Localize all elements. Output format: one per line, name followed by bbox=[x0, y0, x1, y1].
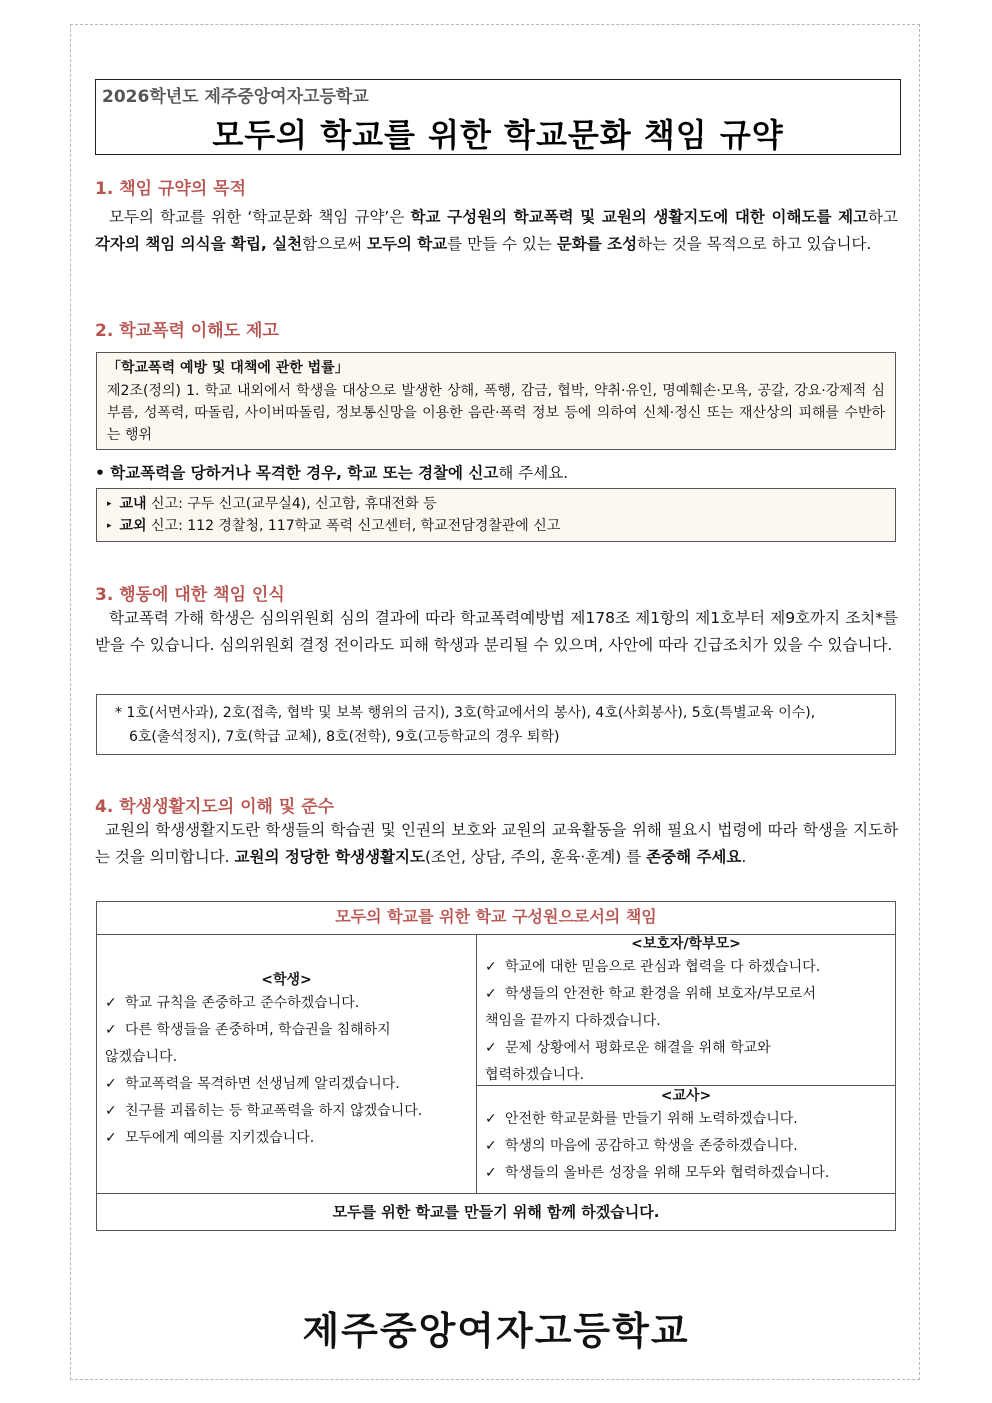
check-icon: ✓ bbox=[485, 1040, 497, 1056]
teacher-item: ✓ 학생들의 올바른 성장을 위해 모두와 협력하겠습니다. bbox=[485, 1160, 887, 1187]
check-icon: ✓ bbox=[105, 1022, 117, 1038]
check-icon: ✓ bbox=[485, 1111, 497, 1127]
parent-item: ✓ 문제 상황에서 평화로운 해결을 위해 학교와 bbox=[485, 1035, 887, 1062]
student-item: ✓ 친구를 괴롭히는 등 학교폭력을 하지 않겠습니다. bbox=[105, 1098, 468, 1125]
student-item: ✓ 다른 학생들을 존중하며, 학습권을 침해하지 bbox=[105, 1017, 468, 1044]
check-icon: ✓ bbox=[485, 986, 497, 1002]
responsibility-table-footer: 모두를 위한 학교를 만들기 위해 함께 하겠습니다. bbox=[97, 1193, 895, 1231]
law-text: 제2조(정의) 1. 학교 내외에서 학생을 대상으로 발생한 상해, 폭행, 감금, 협박, 약취·유인, 명예훼손·모욕, 공갈, 강요·강제적 심부름, 성폭력, 따돌림, 사이버따돌림, 정보통신망을 이용한 음란·폭력 정보 등에 의하여 신체·정신 또는 재산상의 피해를 수반하는 행위 bbox=[107, 383, 885, 443]
parent-column bbox=[477, 934, 895, 1086]
triangle-bullet-icon: ▸ bbox=[107, 499, 112, 509]
student-item: ✓ 모두에게 예의를 지키겠습니다. bbox=[105, 1125, 468, 1152]
measures-line-2: 6호(출석정지), 7호(학급 교체), 8호(전학), 9호(고등학교의 경우 퇴학) bbox=[129, 729, 560, 745]
parent-item: ✓ 학생들의 안전한 학교 환경을 위해 보호자/부모로서 bbox=[485, 981, 887, 1008]
parent-item-continued: 책임을 끝까지 다하겠습니다. bbox=[485, 1013, 661, 1029]
triangle-bullet-icon: ▸ bbox=[107, 521, 112, 531]
report-in-school: ▸ 교내 신고: 구두 신고(교무실4), 신고함, 휴대전화 등 bbox=[107, 496, 437, 512]
law-title: 「학교폭력 예방 및 대책에 관한 법률」 bbox=[107, 360, 349, 376]
student-item: ✓ 학교폭력을 목격하면 선생님께 알리겠습니다. bbox=[105, 1071, 468, 1098]
section-4-text: 교원의 학생생활지도란 학생들의 학습권 및 인권의 보호와 교원의 교육활동을 위해 필요시 법령에 따라 학생을 지도하는 것을 의미합니다. 교원의 정당한 학생생활지도(조언, 상담, 주의, 훈육·훈계) 를 존중해 주세요. bbox=[95, 821, 898, 866]
parent-item: ✓ 학교에 대한 믿음으로 관심과 협력을 다 하겠습니다. bbox=[485, 954, 887, 981]
student-item-continued: 않겠습니다. bbox=[105, 1049, 178, 1065]
teacher-item: ✓ 학생의 마음에 공감하고 학생을 존중하겠습니다. bbox=[485, 1133, 887, 1160]
title-box bbox=[95, 79, 901, 155]
section-1-heading: 1. 책임 규약의 목적 bbox=[95, 179, 246, 199]
responsibility-table bbox=[96, 901, 896, 1231]
section-4-heading: 4. 학생생활지도의 이해 및 준수 bbox=[95, 797, 335, 817]
section-2-heading: 2. 학교폭력 이해도 제고 bbox=[95, 321, 279, 341]
parent-item-continued: 협력하겠습니다. bbox=[485, 1067, 585, 1083]
check-icon: ✓ bbox=[105, 1076, 117, 1092]
section-3-heading: 3. 행동에 대한 책임 인식 bbox=[95, 585, 285, 605]
measures-line-1: * 1호(서면사과), 2호(접촉, 협박 및 보복 행위의 금지), 3호(학교에서의 봉사), 4호(사회봉사), 5호(특별교육 이수), bbox=[115, 705, 816, 721]
teacher-title: <교사> bbox=[660, 1088, 712, 1104]
student-column bbox=[97, 934, 477, 1193]
school-year-label: 2026학년도 제주중앙여자고등학교 bbox=[102, 87, 369, 107]
measures-box bbox=[96, 694, 896, 755]
footer-school-name: 제주중앙여자고등학교 bbox=[302, 1309, 690, 1353]
check-icon: ✓ bbox=[485, 1165, 497, 1181]
check-icon: ✓ bbox=[105, 995, 117, 1011]
page-title: 모두의 학교를 위한 학교문화 책임 규약 bbox=[212, 116, 784, 154]
check-icon: ✓ bbox=[105, 1130, 117, 1146]
check-icon: ✓ bbox=[485, 959, 497, 975]
student-item: ✓ 학교 규칙을 존중하고 준수하겠습니다. bbox=[105, 990, 468, 1017]
report-notice: • 학교폭력을 당하거나 목격한 경우, 학교 또는 경찰에 신고해 주세요. bbox=[95, 464, 569, 482]
check-icon: ✓ bbox=[485, 1138, 497, 1154]
section-3-text: 학교폭력 가해 학생은 심의위원회 심의 결과에 따라 학교폭력예방법 제178조 제1항의 제1호부터 제9호까지 조치*를 받을 수 있습니다. 심의위원회 결정 전이라도 피해 학생과 분리될 수 있으며, 사안에 따라 긴급조치가 있을 수 있습니다. bbox=[95, 609, 898, 654]
teacher-item: ✓ 안전한 학교문화를 만들기 위해 노력하겠습니다. bbox=[485, 1106, 887, 1133]
check-icon: ✓ bbox=[105, 1103, 117, 1119]
report-outside-school: ▸ 교외 신고: 112 경찰청, 117학교 폭력 신고센터, 학교전담경찰관에 신고 bbox=[107, 518, 561, 534]
parent-title: <보호자/학부모> bbox=[631, 936, 741, 952]
section-1-text: 모두의 학교를 위한 ‘학교문화 책임 규약’은 학교 구성원의 학교폭력 및 교원의 생활지도에 대한 이해도를 제고하고 각자의 책임 의식을 확립, 실천함으로써 모두의 학교를 만들 수 있는 문화를 조성하는 것을 목적으로 하고 있습니다. bbox=[95, 208, 898, 253]
student-title: <학생> bbox=[261, 972, 312, 988]
law-box bbox=[96, 352, 896, 450]
teacher-column bbox=[477, 1086, 895, 1193]
report-box bbox=[96, 488, 896, 542]
responsibility-table-header: 모두의 학교를 위한 학교 구성원으로서의 책임 bbox=[97, 902, 895, 935]
